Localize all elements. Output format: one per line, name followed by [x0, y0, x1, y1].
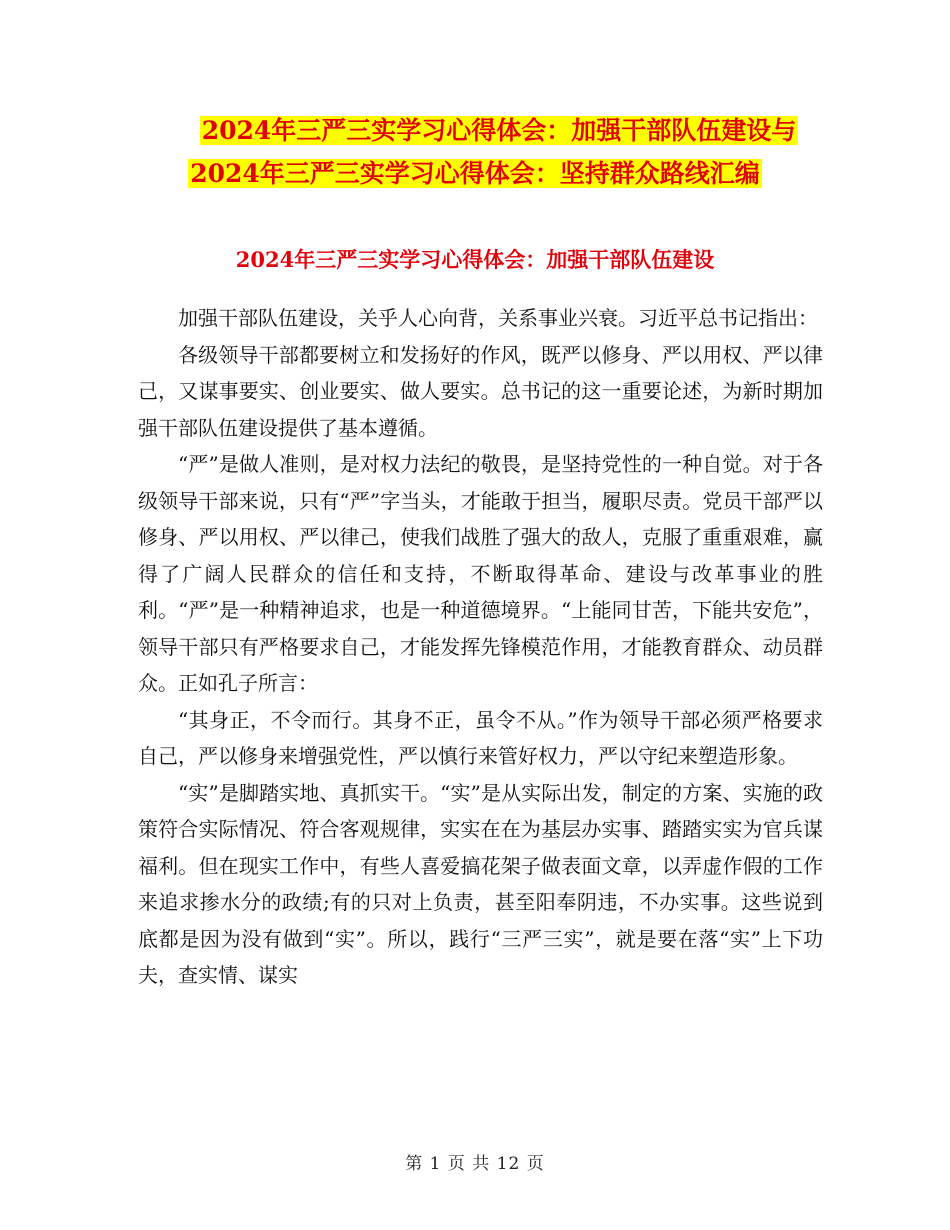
paragraph: 各级领导干部都要树立和发扬好的作风，既严以修身、严以用权、严以律己，又谋事要实、创业要实、做人要实。总书记的这一重要论述，为新时期加强干部队伍建设提供了基本遵循。 — [138, 342, 823, 440]
title-highlight-1: 2024年三严三实学习心得体会：加强干部队伍建设与 — [201, 116, 797, 145]
title-highlight-2: 2024年三严三实学习心得体会：坚持群众路线汇编 — [190, 159, 760, 188]
document-body — [138, 300, 823, 994]
paragraph: “其身正，不令而行。其身不正，虽令不从。”作为领导干部必须严格要求自己，严以修身来增强党性，严以慎行来管好权力，严以守纪来塑造形象。 — [138, 707, 823, 768]
paragraph: 加强干部队伍建设，关乎人心向背，关系事业兴衰。习近平总书记指出： — [178, 306, 818, 330]
paragraph: “严”是做人准则，是对权力法纪的敬畏，是坚持党性的一种自觉。对于各级领导干部来说，只有“严”字当头，才能敢于担当，履职尽责。党员干部严以修身、严以用权、严以律己，使我们战胜了强大的敌人，克服了重重艰难，赢得了广阔人民群众的信任和支持，不断取得革命、建设与改革事业的胜利。“严”是一种精神追求，也是一种道德境界。“上能同甘苦，下能共安危”，领导干部只有严格要求自己，才能发挥先锋模范作用，才能教育群众、动员群众。正如孔子所言： — [138, 452, 823, 695]
document-title-line-2 — [0, 156, 950, 192]
paragraph: “实”是脚踏实地、真抓实干。“实”是从实际出发，制定的方案、实施的政策符合实际情况、符合客观规律，实实在在为基层办实事、踏踏实实为官兵谋福利。但在现实工作中，有些人喜爱搞花架子做表面文章，以弄虚作假的工作来追求掺水分的政绩;有的只对上负责，甚至阳奉阴违，不办实事。这些说到底都是因为没有做到“实”。所以，践行“三严三实”，就是要在落“实”上下功夫，查实情、谋实 — [138, 780, 823, 987]
document-title-line-1 — [0, 113, 950, 149]
page-footer: 第 1 页 共 12 页 — [405, 1154, 545, 1174]
section-title: 2024年三严三实学习心得体会：加强干部队伍建设 — [235, 247, 715, 272]
